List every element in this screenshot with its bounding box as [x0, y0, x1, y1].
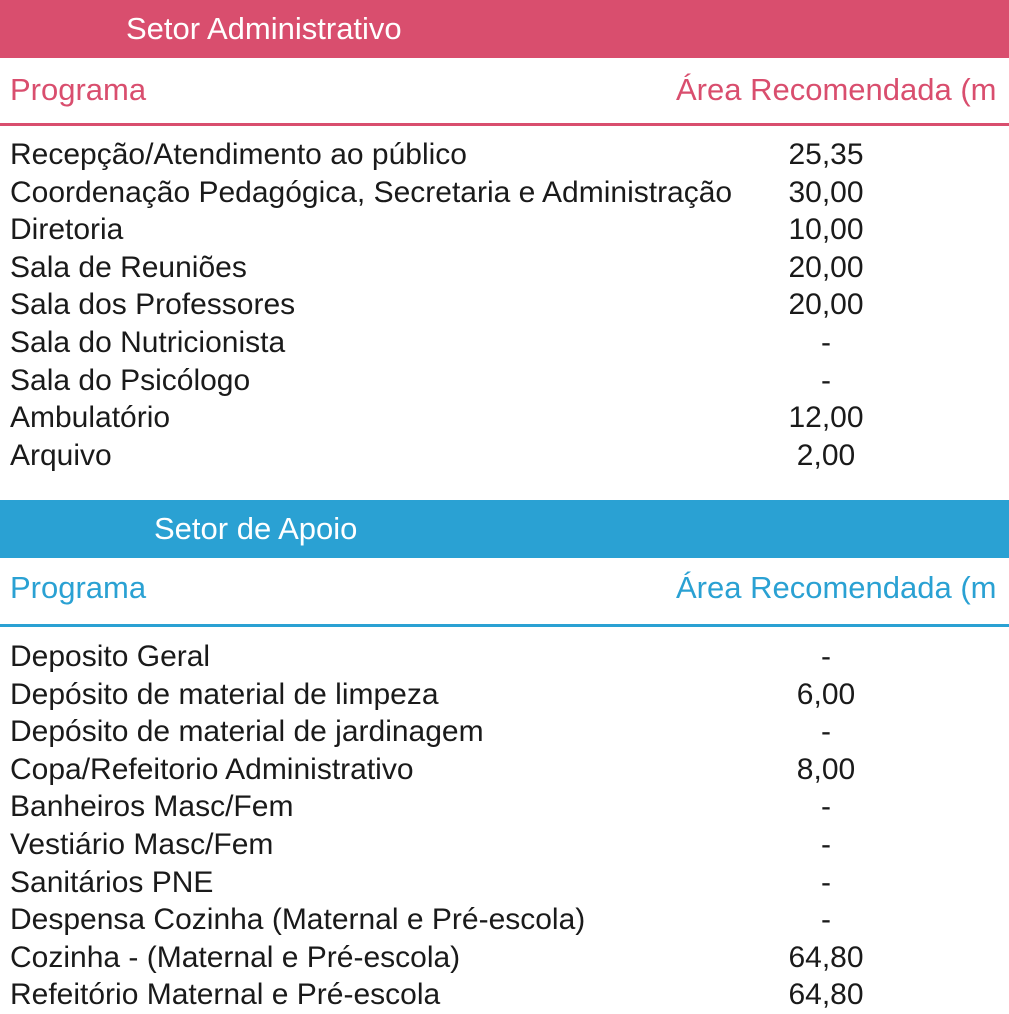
header-divider: [0, 624, 1009, 627]
row-area: -: [821, 715, 831, 749]
table-row: [0, 174, 1009, 212]
table-header-apoio: [0, 571, 1009, 605]
row-program: Ambulatório: [10, 401, 171, 435]
table-row: [0, 713, 1009, 751]
table-row: [0, 976, 1009, 1014]
table-row: [0, 286, 1009, 324]
row-area: -: [821, 865, 831, 899]
table-row: [0, 437, 1009, 475]
table-body-apoio: [0, 638, 1009, 1014]
row-program: Vestiário Masc/Fem: [10, 827, 274, 861]
row-program: Sala dos Professores: [10, 288, 296, 322]
row-area: 2,00: [796, 438, 856, 472]
table-row: [0, 676, 1009, 714]
table-row: [0, 249, 1009, 287]
section-title-apoio: Setor de Apoio: [0, 500, 1009, 558]
row-area: 12,00: [788, 401, 864, 435]
table-row: [0, 362, 1009, 400]
row-program: Deposito Geral: [10, 640, 211, 673]
table-row: [0, 788, 1009, 826]
row-program: Recepção/Atendimento ao público: [10, 138, 467, 171]
section-title-administrativo: Setor Administrativo: [0, 0, 1009, 58]
column-header-programa: Programa: [10, 571, 147, 605]
table-row: [0, 826, 1009, 864]
table-body-administrativo: [0, 136, 1009, 474]
row-program: Arquivo: [10, 438, 112, 472]
table-row: [0, 939, 1009, 977]
row-area: -: [821, 640, 831, 673]
row-area: 8,00: [796, 752, 856, 786]
table-row: [0, 399, 1009, 437]
row-area: -: [821, 363, 831, 397]
row-area: 10,00: [788, 213, 864, 247]
header-divider: [0, 123, 1009, 126]
row-program: Diretoria: [10, 213, 124, 247]
table-row: [0, 751, 1009, 789]
row-area: 6,00: [796, 677, 856, 711]
row-program: Sala do Psicólogo: [10, 363, 251, 397]
column-header-area: Área Recomendada (m: [676, 571, 997, 605]
table-row: [0, 638, 1009, 676]
row-program: Depósito de material de limpeza: [10, 677, 439, 711]
row-program: Sanitários PNE: [10, 865, 214, 899]
row-program: Sala de Reuniões: [10, 250, 247, 284]
row-program: Cozinha - (Maternal e Pré-escola): [10, 940, 461, 974]
table-header-administrativo: [0, 73, 1009, 107]
column-header-area: Área Recomendada (m: [676, 73, 997, 107]
column-header-programa: Programa: [10, 73, 147, 107]
table-row: [0, 136, 1009, 174]
row-area: -: [821, 903, 831, 937]
row-program: Coordenação Pedagógica, Secretaria e Administração: [10, 175, 733, 209]
row-area: 64,80: [788, 978, 864, 1012]
table-row: [0, 901, 1009, 939]
table-row: [0, 211, 1009, 249]
row-area: 64,80: [788, 940, 864, 974]
row-program: Refeitório Maternal e Pré-escola: [10, 978, 441, 1012]
row-area: -: [821, 790, 831, 824]
table-row: [0, 324, 1009, 362]
row-program: Copa/Refeitorio Administrativo: [10, 752, 414, 786]
row-area: 30,00: [788, 175, 864, 209]
row-program: Despensa Cozinha (Maternal e Pré-escola): [10, 903, 586, 937]
row-program: Depósito de material de jardinagem: [10, 715, 484, 749]
row-area: 20,00: [788, 288, 864, 322]
row-program: Banheiros Masc/Fem: [10, 790, 294, 824]
row-area: 25,35: [788, 138, 864, 171]
row-area: -: [821, 827, 831, 861]
table-row: [0, 864, 1009, 902]
row-area: 20,00: [788, 250, 864, 284]
row-area: -: [821, 325, 831, 359]
row-program: Sala do Nutricionista: [10, 325, 286, 359]
